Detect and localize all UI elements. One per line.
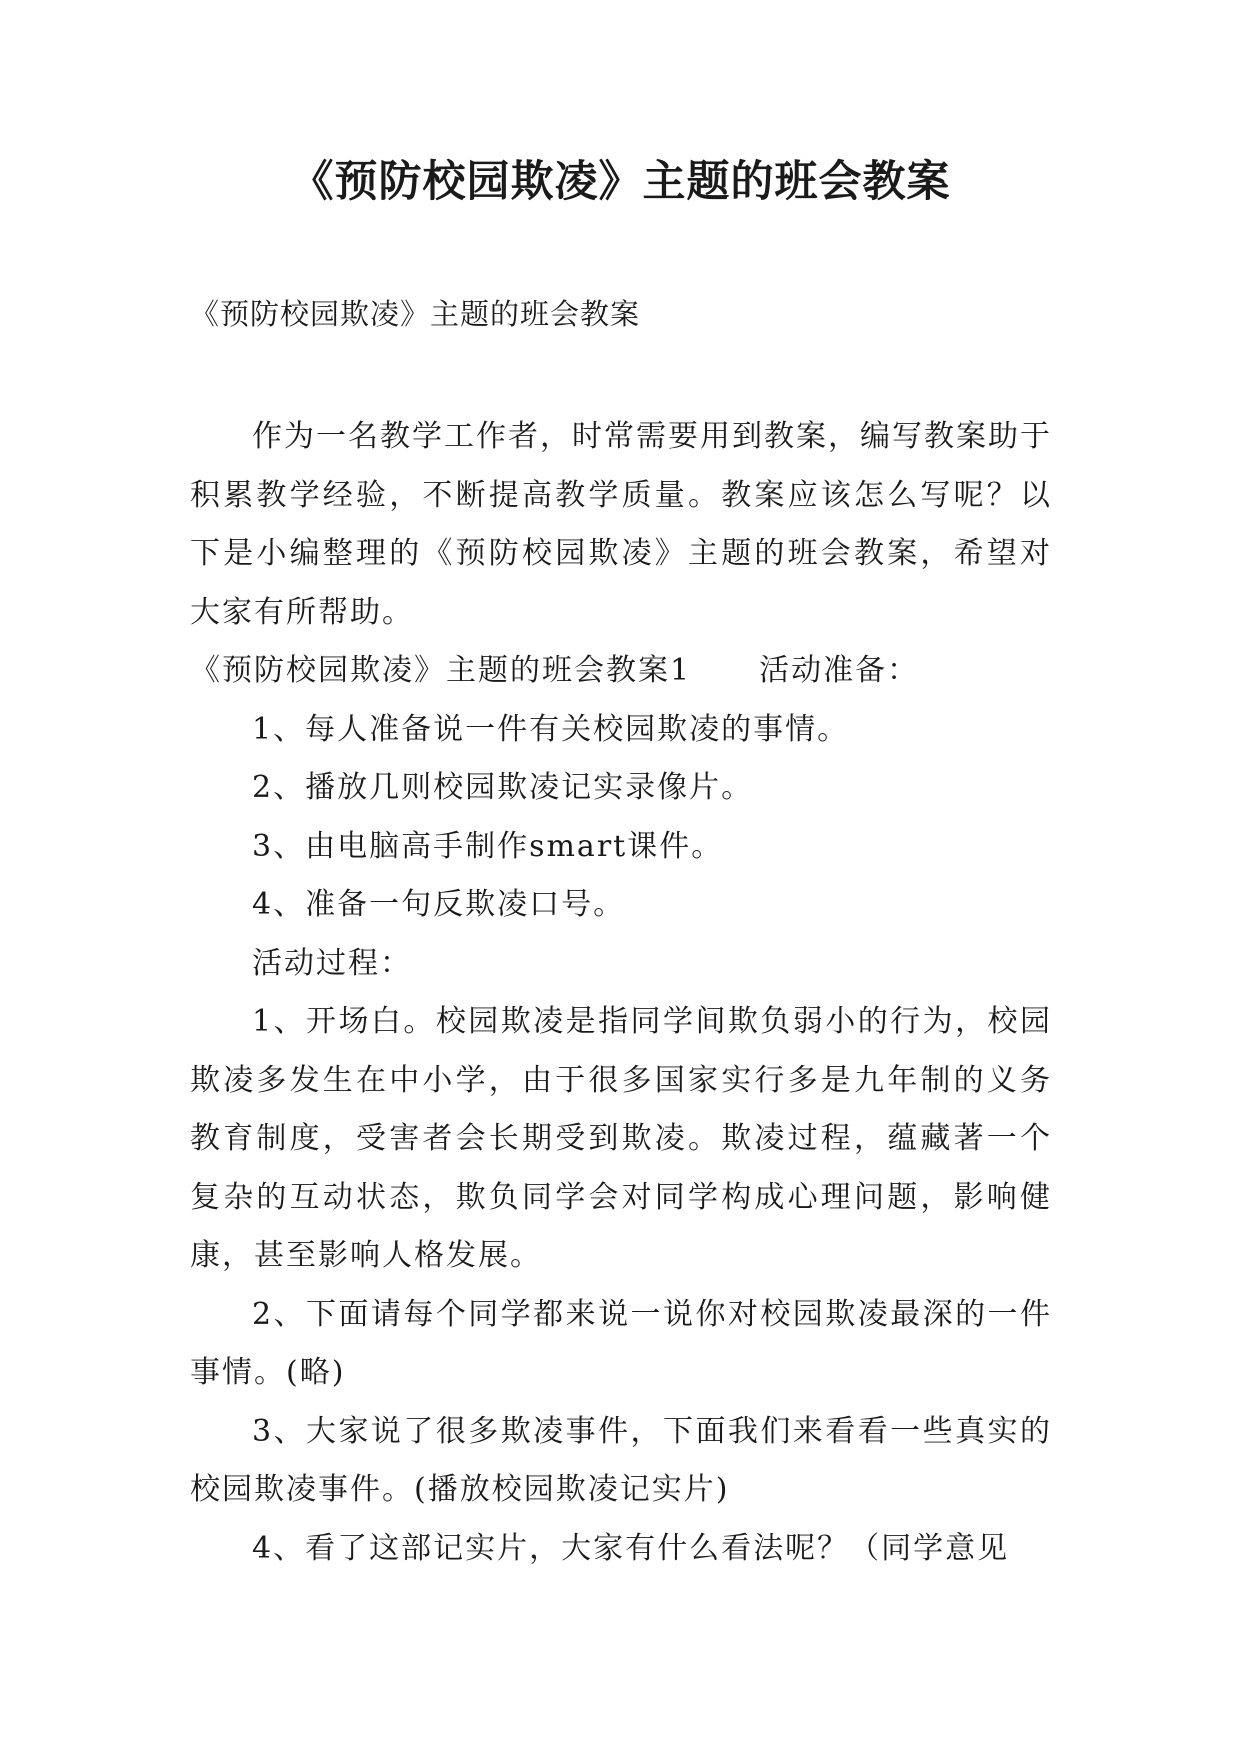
process-item: 2、下面请每个同学都来说一说你对校园欺凌最深的一件事情。(略) [190, 1296, 1052, 1390]
document-body [190, 408, 1052, 1578]
process-item: 1、开场白。校园欺凌是指同学间欺负弱小的行为，校园欺凌多发生在中小学，由于很多国家实行多是九年制的义务教育制度，受害者会长期受到欺凌。欺凌过程，蕴藏著一个复杂的互动状态，欺负同学会对同学构成心理问题，影响健康，甚至影响人格发展。 [190, 1004, 1052, 1273]
process-item: 3、大家说了很多欺凌事件，下面我们来看看一些真实的校园欺凌事件。(播放校园欺凌记实片) [190, 1413, 1052, 1507]
document-subtitle: 《预防校园欺凌》主题的班会教案 [190, 297, 641, 331]
document-title: 《预防校园欺凌》主题的班会教案 [290, 157, 951, 207]
prep-heading: 活动准备： [759, 653, 920, 688]
process-item: 4、看了这部记实片，大家有什么看法呢？（同学意见 [252, 1530, 1010, 1566]
prep-item: 2、播放几则校园欺凌记实录像片。 [252, 770, 754, 805]
process-heading: 活动过程： [252, 945, 412, 981]
prep-item: 1、每人准备说一件有关校园欺凌的事情。 [252, 711, 850, 747]
section-1-heading: 《预防校园欺凌》主题的班会教案1 [190, 653, 692, 688]
intro-paragraph: 作为一名教学工作者，时常需要用到教案，编写教案助于积累教学经验，不断提高教学质量。教案应该怎么写呢？以下是小编整理的《预防校园欺凌》主题的班会教案，希望对大家有所帮助。 [190, 419, 1052, 630]
section-heading-line [190, 642, 1052, 701]
prep-item: 4、准备一句反欺凌口号。 [252, 887, 626, 922]
prep-item: 3、由电脑高手制作smart课件。 [252, 828, 724, 864]
